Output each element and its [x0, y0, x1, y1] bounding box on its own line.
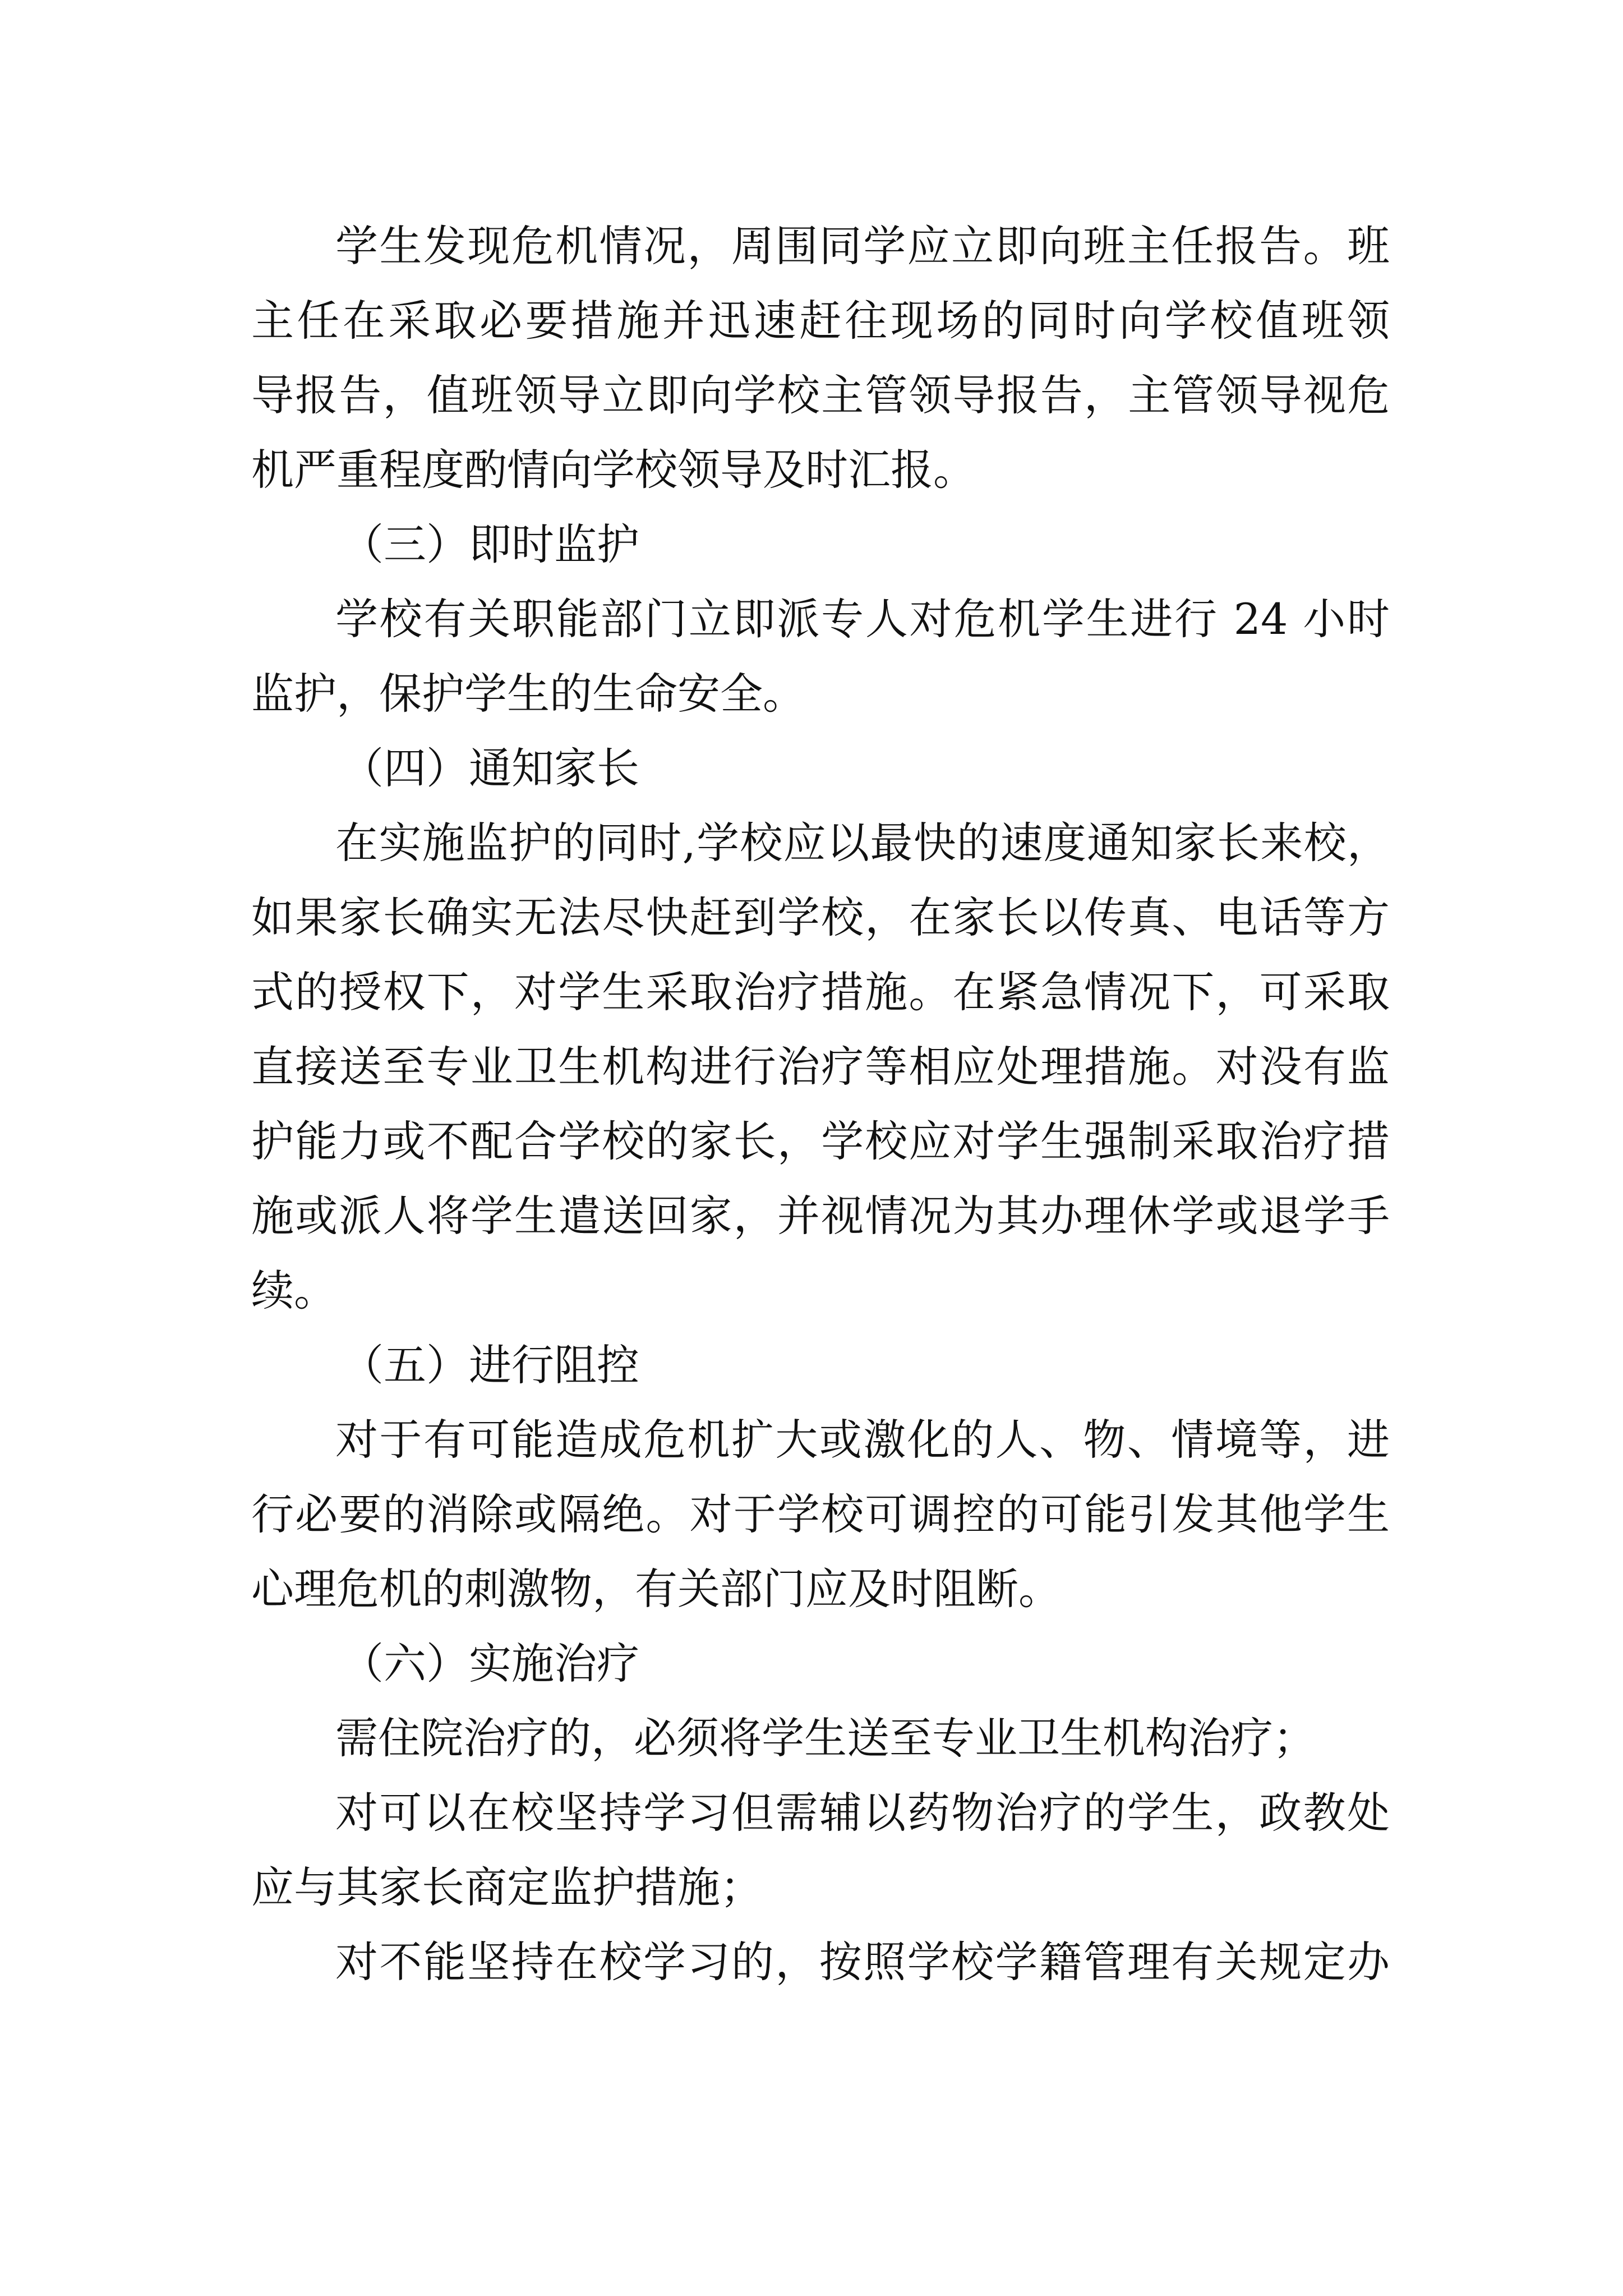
- paragraph-line: 对不能坚持在校学习的，按照学校学籍管理有关规定办: [335, 1937, 1390, 1987]
- paragraph-line: 机严重程度酌情向学校领导及时汇报。: [251, 445, 976, 495]
- paragraph-line: 主任在采取必要措施并迅速赶往现场的同时向学校值班领: [251, 296, 1390, 346]
- paragraph-line: 应与其家长商定监护措施；: [251, 1862, 763, 1912]
- paragraph-line: 续。: [251, 1266, 336, 1315]
- paragraph-line: 施或派人将学生遣送回家，并视情况为其办理休学或退学手: [251, 1191, 1390, 1241]
- paragraph-line: 护能力或不配合学校的家长，学校应对学生强制采取治疗措: [251, 1116, 1390, 1166]
- paragraph-line: 导报告，值班领导立即向学校主管领导报告，主管领导视危: [251, 370, 1390, 420]
- paragraph-line: 行必要的消除或隔绝。对于学校可调控的可能引发其他学生: [251, 1489, 1390, 1539]
- paragraph-line: 对可以在校坚持学习但需辅以药物治疗的学生，政教处: [335, 1788, 1390, 1838]
- paragraph-line: 在实施监护的同时,学校应以最快的速度通知家长来校，: [335, 818, 1390, 868]
- paragraph-line: 需住院治疗的，必须将学生送至专业卫生机构治疗；: [335, 1713, 1316, 1763]
- paragraph-line: 如果家长确实无法尽快赶到学校，在家长以传真、电话等方: [251, 892, 1390, 942]
- section-heading: （四）通知家长: [341, 743, 639, 793]
- section-heading: （五）进行阻控: [341, 1340, 639, 1390]
- paragraph-line: 心理危机的刺激物，有关部门应及时阻断。: [251, 1564, 1061, 1614]
- paragraph-line: 对于有可能造成危机扩大或激化的人、物、情境等，进: [335, 1415, 1390, 1465]
- section-heading: （三）即时监护: [341, 519, 639, 569]
- paragraph-line: 直接送至专业卫生机构进行治疗等相应处理措施。对没有监: [251, 1042, 1390, 1092]
- document-body: [251, 209, 1390, 1999]
- paragraph-line: 监护，保护学生的生命安全。: [251, 669, 805, 719]
- section-heading: （六）实施治疗: [341, 1639, 639, 1688]
- paragraph-line: 学校有关职能部门立即派专人对危机学生进行 24 小时: [335, 594, 1390, 644]
- paragraph-line: 式的授权下，对学生采取治疗措施。在紧急情况下，可采取: [251, 967, 1390, 1017]
- paragraph-line: 学生发现危机情况，周围同学应立即向班主任报告。班: [335, 221, 1390, 271]
